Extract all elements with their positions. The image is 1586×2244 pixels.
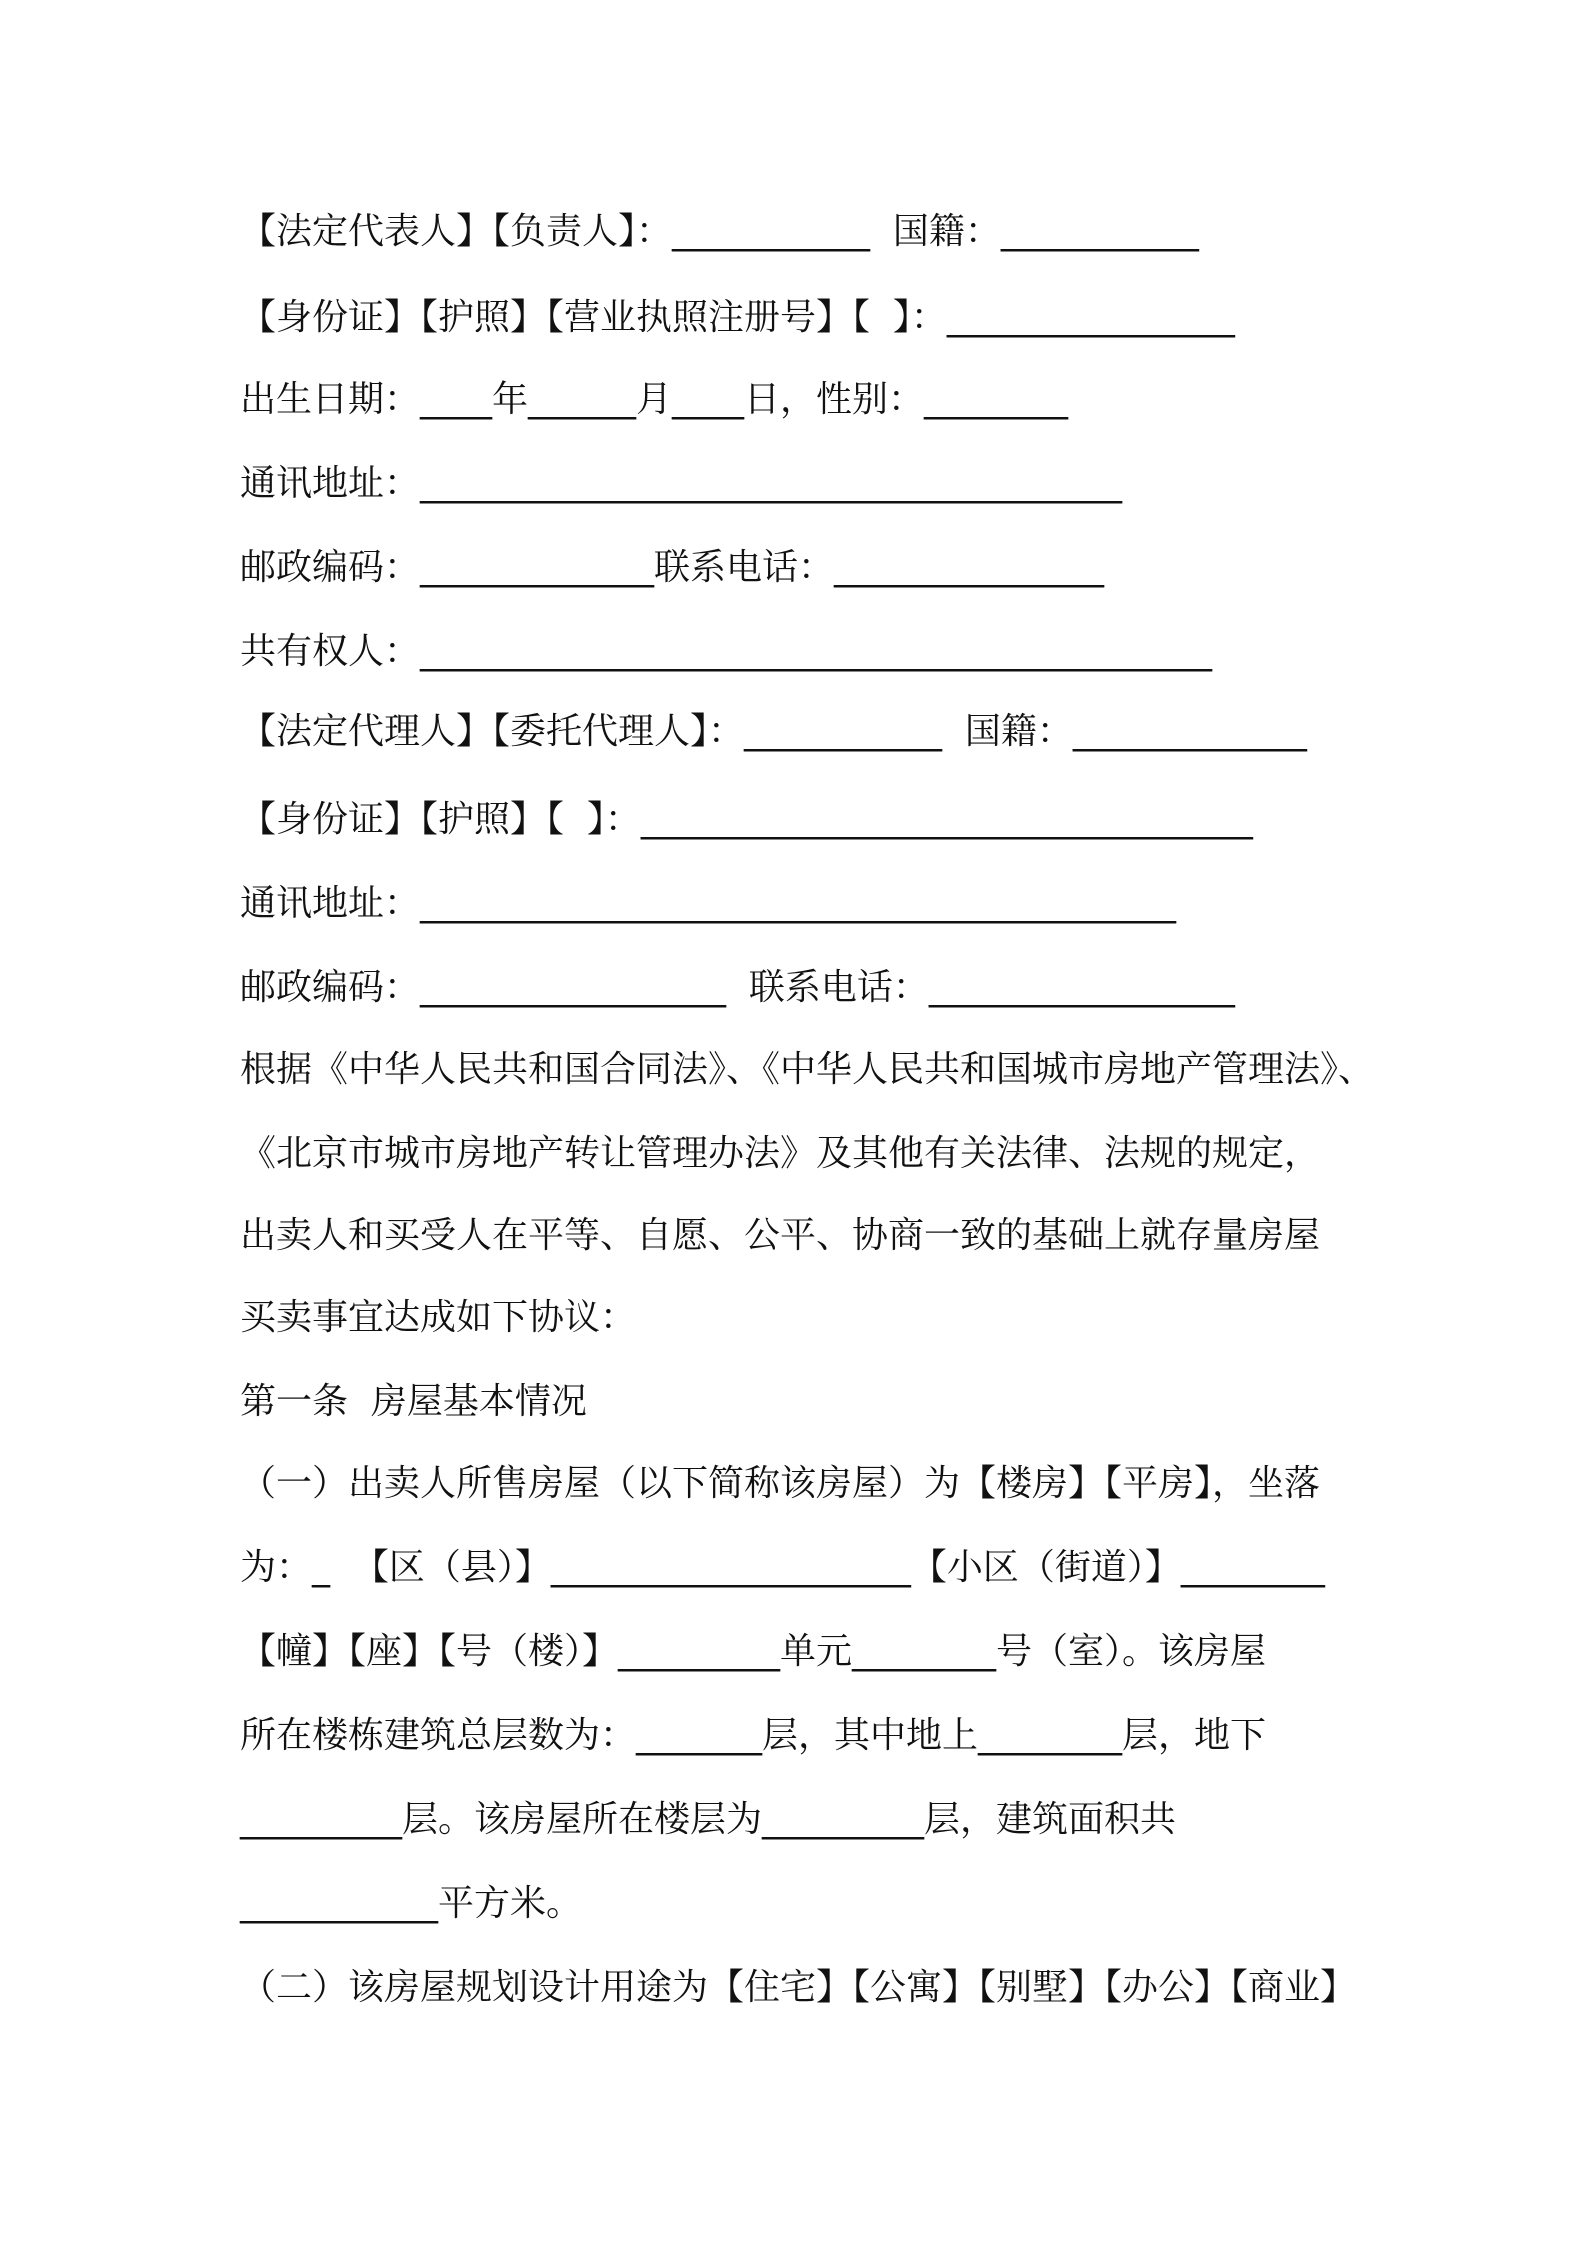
id-document-line: 【身份证】【护照】【营业执照注册号】【 】：________________ [240, 297, 1235, 338]
preamble-line-4: 买卖事宜达成如下协议： [240, 1297, 637, 1338]
co-owner-line: 共有权人：____________________________________________ [240, 631, 1213, 672]
agent-id-line: 【身份证】【护照】【 】：__________________________________ [240, 799, 1253, 840]
clause-one-line-5: _________层。该房屋所在楼层为_________层，建筑面积共 [240, 1799, 1177, 1840]
preamble-line-3: 出卖人和买受人在平等、自愿、公平、协商一致的基础上就存量房屋 [240, 1215, 1321, 1256]
clause-one-line-6: ___________平方米。 [240, 1883, 583, 1924]
article-one-heading: 第一条 房屋基本情况 [240, 1381, 587, 1422]
mailing-address-line: 通讯地址：_______________________________________ [240, 463, 1123, 504]
clause-one-line-3: 【幢】【座】【号（楼）】_________单元________号（室）。该房屋 [240, 1631, 1267, 1672]
postal-phone-line: 邮政编码：_____________联系电话：_______________ [240, 547, 1105, 588]
legal-representative-line: 【法定代表人】【负责人】：___________ 国籍：___________ [240, 211, 1199, 252]
agent-postal-phone-line: 邮政编码：_________________ 联系电话：_________________ [240, 967, 1235, 1008]
clause-one-line-1: （一）出卖人所售房屋（以下简称该房屋）为【楼房】【平房】，坐落 [240, 1463, 1321, 1504]
birth-date-line: 出生日期：____年______月____日，性别：________ [240, 379, 1069, 420]
preamble-line-2: 《北京市城市房地产转让管理办法》及其他有关法律、法规的规定， [240, 1133, 1321, 1174]
agent-line: 【法定代理人】【委托代理人】：___________ 国籍：_____________ [240, 711, 1307, 752]
clause-one-line-2: 为：_ 【区（县）】____________________【小区（街道）】________ [240, 1547, 1325, 1588]
clause-two-line-1: （二）该房屋规划设计用途为【住宅】【公寓】【别墅】【办公】【商业】 [240, 1967, 1357, 2008]
preamble-line-1: 根据《中华人民共和国合同法》、《中华人民共和国城市房地产管理法》、 [240, 1049, 1375, 1090]
clause-one-line-4: 所在楼栋建筑总层数为：_______层，其中地上________层，地下 [240, 1715, 1267, 1756]
agent-address-line: 通讯地址：__________________________________________ [240, 883, 1177, 924]
